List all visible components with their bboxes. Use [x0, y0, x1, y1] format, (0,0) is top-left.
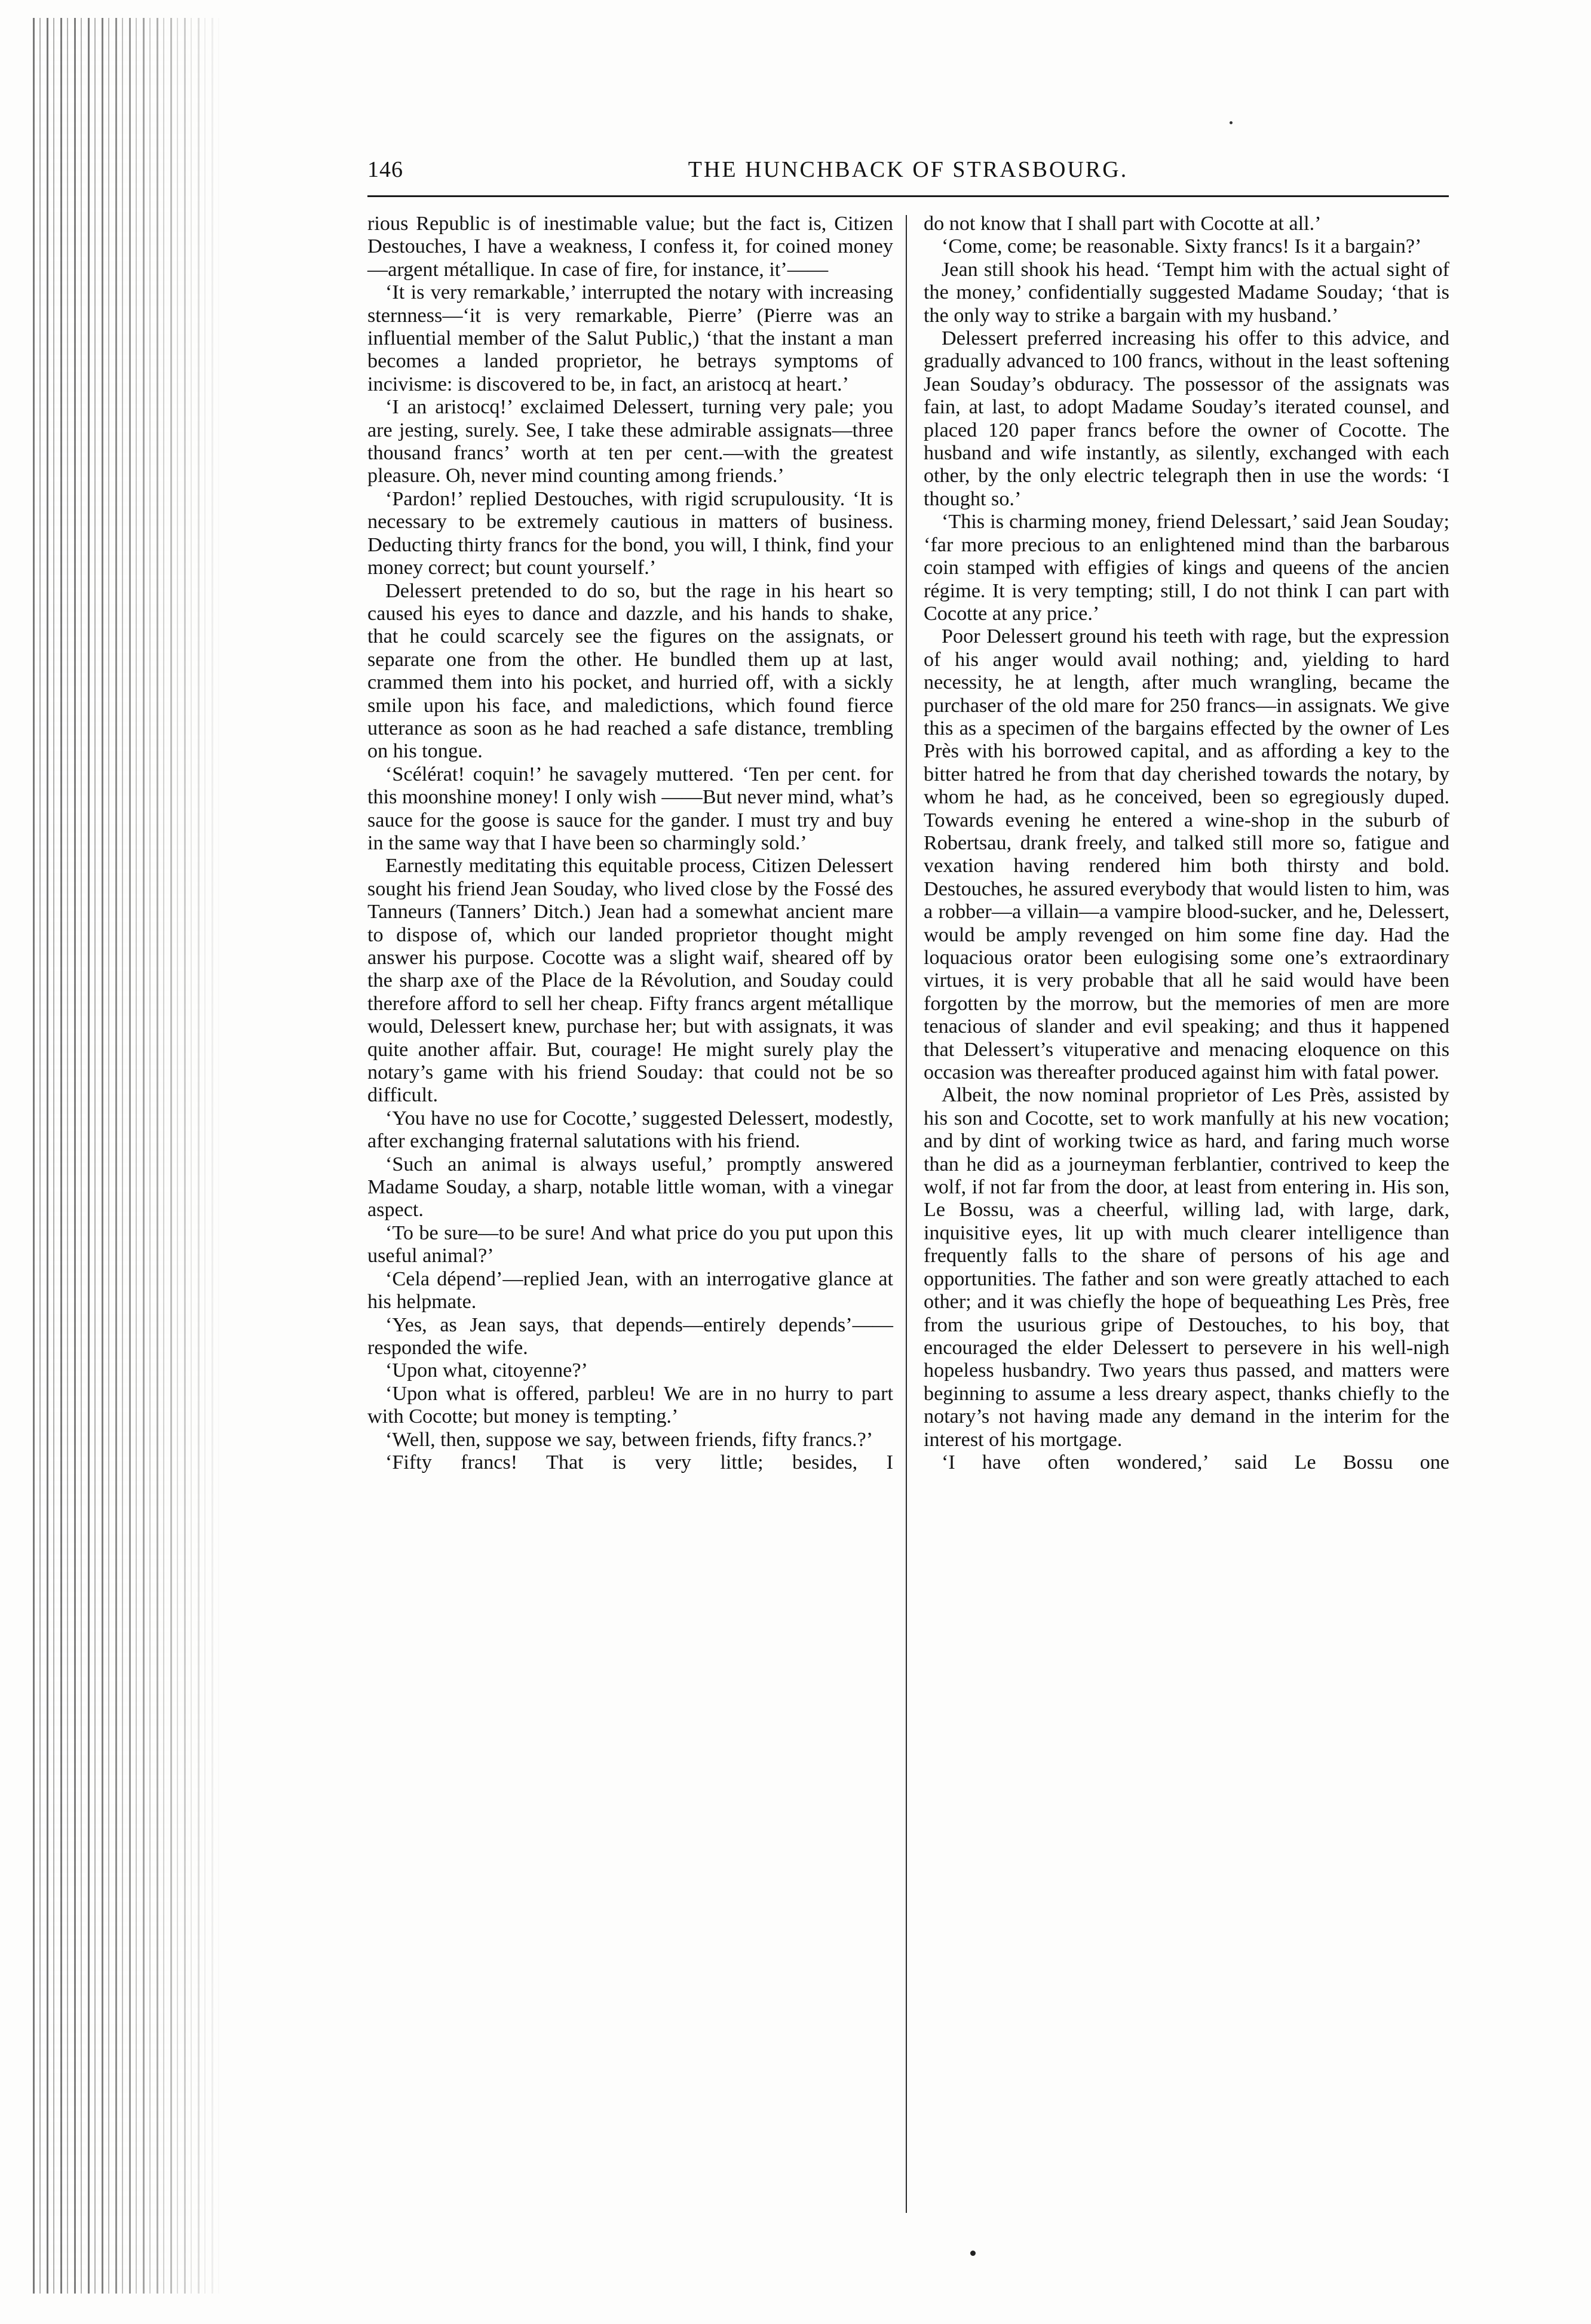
paragraph: Albeit, the now nominal proprietor of Les Près, assisted by his son and Cocotte, set to work manfully at his new vocation; and by dint of working twice as hard, and faring much worse than he did as a journeyman ferblantier, contrived to keep the wolf, if not far from the door, at least from entering in. His son, Le Bossu, was a cheerful, willing lad, with large, dark, inquisitive eyes, lit up with much clearer intelligence than frequently falls to the share of persons of his age and opportunities. The father and son were greatly attached to each other; and it was chiefly the hope of bequeathing Les Près, free from the usurious gripe of Destouches, to his boy, that encouraged the elder Delessert to persevere in his well-nigh hopeless husbandry. Two years thus passed, and matters were beginning to assume a less dreary aspect, thanks chiefly to the notary’s not having made any demand in the interim for the interest of his mortgage. [924, 1084, 1449, 1451]
paragraph: ‘Such an animal is always useful,’ promptly answered Madame Souday, a sharp, notable little woman, with a vinegar aspect. [367, 1153, 893, 1221]
paragraph: ‘Pardon!’ replied Destouches, with rigid scrupulousity. ‘It is necessary to be extremely cautious in matters of business. Deducting thirty francs for the bond, you will, I think, find your money correct; but count yourself.’ [367, 487, 893, 579]
paragraph: ‘It is very remarkable,’ interrupted the notary with increasing sternness—‘it is very remarkable, Pierre’ (Pierre was an influential member of the Salut Public,) ‘that the instant a man becomes a landed proprietor, he betrays symptoms of incivisme: is discovered to be, in fact, an aristocq at heart.’ [367, 281, 893, 395]
paragraph: Poor Delessert ground his teeth with rage, but the expression of his anger would avail nothing; and, yielding to hard necessity, he at length, after much wrangling, became the purchaser of the old mare for 250 francs—in assignats. We give this as a specimen of the bargains effected by the owner of Les Près with his borrowed capital, and as affording a key to the bitter hatred he from that day cherished towards the notary, by whom he had, as he conceived, been so egregiously duped. Towards evening he entered a wine-shop in the suburb of Robertsau, drank freely, and talked still more so, fatigue and vexation having rendered him both thirsty and bold. Destouches, he assured everybody that would listen to him, was a robber—a villain—a vampire blood-sucker, and he, Delessert, would be amply revenged on him some fine day. Had the loquacious orator been eulogising some one’s extraordinary virtues, it is very probable that all he said would have been forgotten by the morrow, but the memories of men are more tenacious of slander and evil speaking; and thus it happened that Delessert’s vituperative and menacing eloquence on this occasion was thereafter produced against him with fatal power. [924, 625, 1449, 1084]
paragraph: ‘Cela dépend’—replied Jean, with an interrogative glance at his helpmate. [367, 1267, 893, 1313]
right-column [924, 213, 1449, 1474]
header-rule [367, 195, 1449, 197]
paragraph: Jean still shook his head. ‘Tempt him with the actual sight of the money,’ confidentially suggested Madame Souday; ‘that is the only way to strike a bargain with my husband.’ [924, 258, 1449, 327]
paragraph: do not know that I shall part with Cocotte at all.’ [924, 213, 1322, 235]
paragraph: ‘I have often wondered,’ said Le Bossu one [942, 1451, 1449, 1473]
paragraph: ‘To be sure—to be sure! And what price do you put upon this useful animal?’ [367, 1221, 893, 1267]
scan-speck [970, 2251, 976, 2256]
paragraph: ‘You have no use for Cocotte,’ suggested Delessert, modestly, after exchanging fraternal salutations with his friend. [367, 1107, 893, 1153]
paragraph: ‘This is charming money, friend Delessart,’ said Jean Souday; ‘far more precious to an enlightened mind than the barbarous coin stamped with effigies of kings and queens of the ancien régime. It is very tempting; still, I do not think I can part with Cocotte at any price.’ [924, 511, 1449, 625]
page-number: 146 [367, 157, 403, 182]
paragraph: Earnestly meditating this equitable process, Citizen Delessert sought his friend Jean Souday, who lived close by the Fossé des Tanneurs (Tanners’ Ditch.) Jean had a somewhat ancient mare to dispose of, which our landed proprietor thought might answer his purpose. Cocotte was a slight waif, sheared off by the sharp axe of the Place de la Révolution, and Souday could therefore afford to sell her cheap. Fifty francs argent métallique would, Delessert knew, purchase her; but with assignats, it was quite another affair. But, courage! He might surely play the notary’s game with his friend Souday: that could not be so difficult. [367, 855, 893, 1107]
running-title: THE HUNCHBACK OF STRASBOURG. [688, 157, 1129, 182]
paragraph: ‘Upon what, citoyenne?’ [385, 1359, 588, 1382]
paragraph: ‘Scélérat! coquin!’ he savagely muttered. ‘Ten per cent. for this moonshine money! I only wish ——But never mind, what’s sauce for the goose is sauce for the gander. I must try and buy in the same way that I have been so charmingly sold.’ [367, 763, 893, 854]
paragraph: ‘Yes, as Jean says, that depends—entirely depends’——responded the wife. [367, 1313, 893, 1359]
left-column [367, 213, 893, 1474]
page-header [367, 156, 1449, 195]
paragraph: ‘I an aristocq!’ exclaimed Delessert, turning very pale; you are jesting, surely. See, I take these admirable assignats—three thousand francs’ worth at ten per cent.—with the greatest pleasure. Oh, never mind counting among friends.’ [367, 396, 893, 487]
scan-gutter-artifact [33, 18, 224, 2294]
scan-speck [1230, 121, 1233, 124]
paragraph: ‘Well, then, suppose we say, between friends, fifty francs.?’ [385, 1428, 873, 1451]
paragraph: rious Republic is of inestimable value; but the fact is, Citizen Destouches, I have a weakness, I confess it, for coined money—argent métallique. In case of fire, for instance, it’—— [367, 213, 893, 281]
paragraph: ‘Upon what is offered, parbleu! We are in no hurry to part with Cocotte; but money is tempting.’ [367, 1382, 893, 1428]
paragraph: Delessert pretended to do so, but the rage in his heart so caused his eyes to dance and dazzle, and his hands to shake, that he could scarcely see the figures on the assignats, or separate one from the other. He bundled them up at last, crammed them into his pocket, and hurried off, with a sickly smile upon his face, and maledictions, which found fierce utterance as soon as he had reached a safe distance, trembling on his tongue. [367, 579, 893, 763]
paragraph: ‘Fifty francs! That is very little; besides, I [385, 1451, 893, 1473]
column-rule [906, 215, 907, 2213]
paragraph: ‘Come, come; be reasonable. Sixty francs! Is it a bargain?’ [942, 235, 1422, 258]
paragraph: Delessert preferred increasing his offer to this advice, and gradually advanced to 100 francs, without in the least softening Jean Souday’s obduracy. The possessor of the assignats was fain, at last, to adopt Madame Souday’s iterated counsel, and placed 120 paper francs before the owner of Cocotte. The husband and wife instantly, as silently, exchanged with each other, by the only electric telegraph then in use the words: ‘I thought so.’ [924, 327, 1449, 510]
